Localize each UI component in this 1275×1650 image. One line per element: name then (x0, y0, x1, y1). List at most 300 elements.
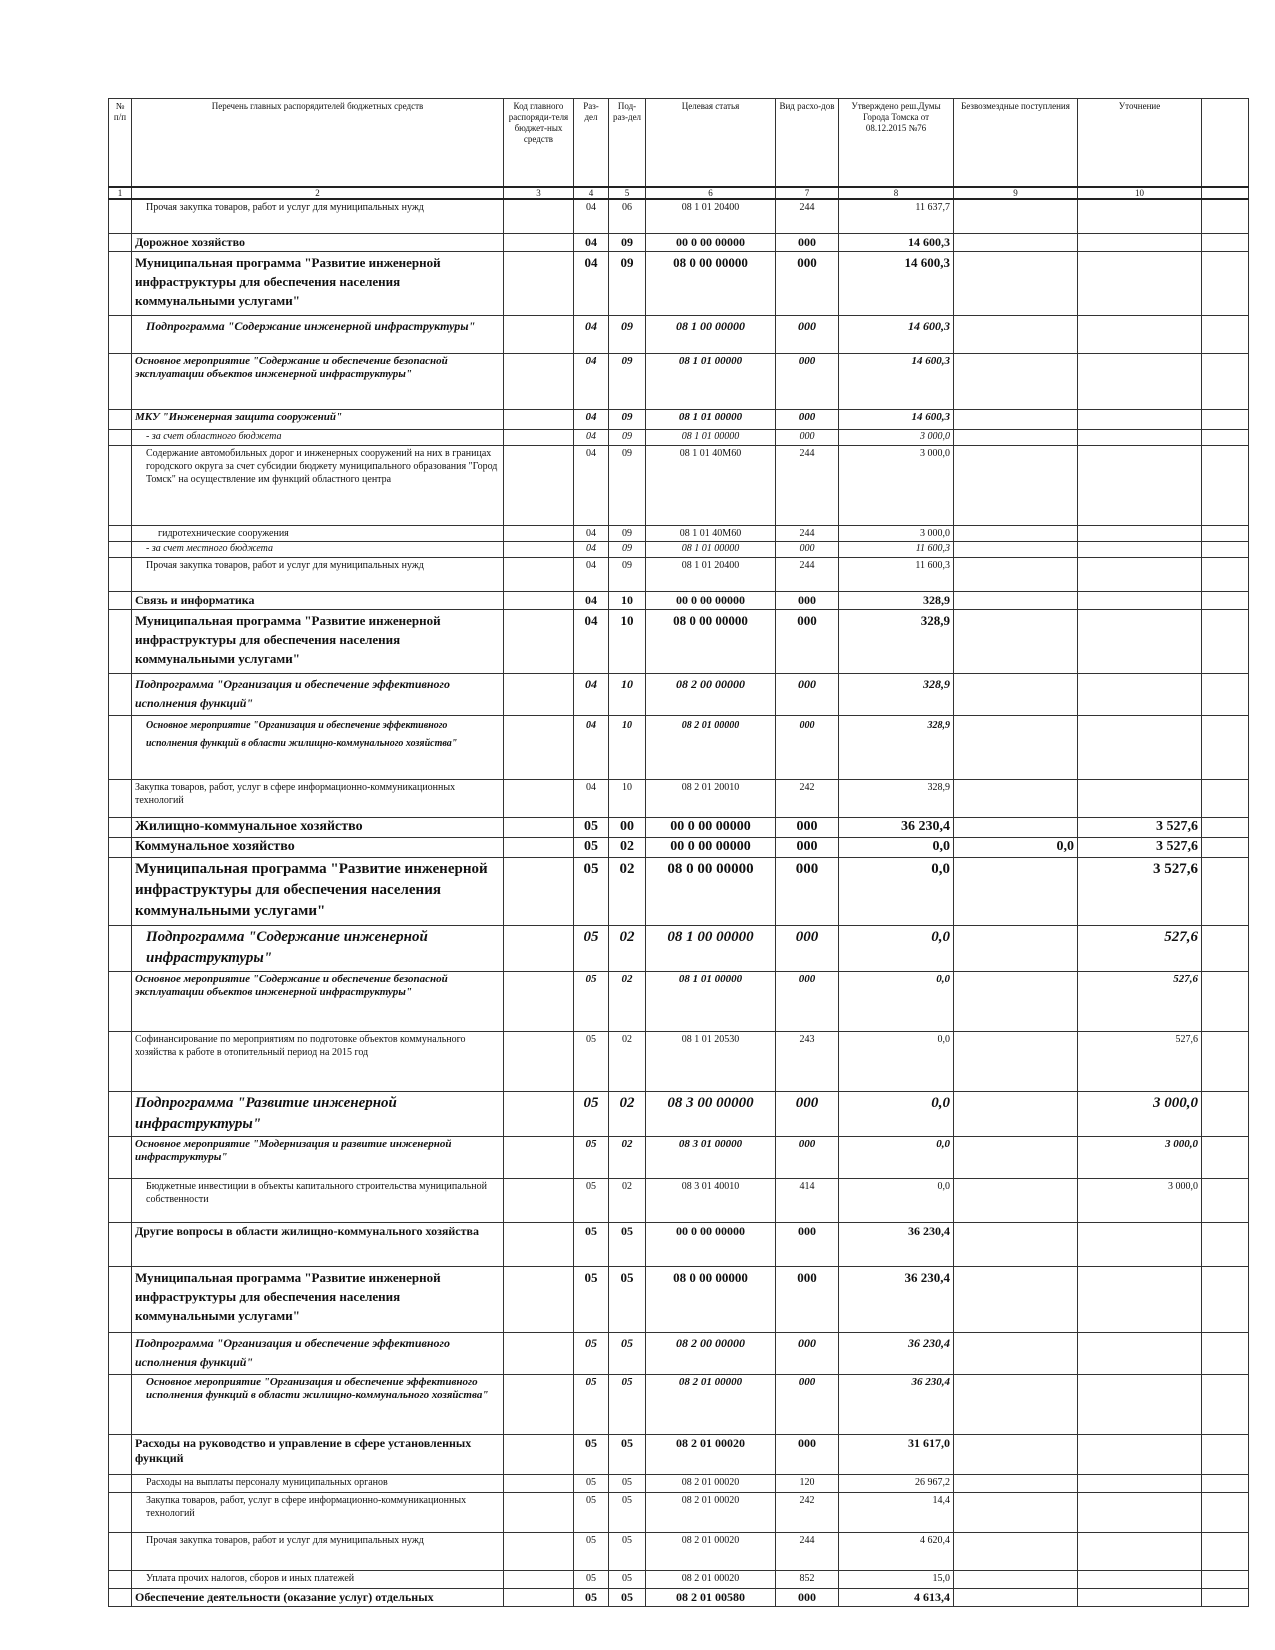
row-approved: 11 600,3 (839, 541, 954, 557)
row-podrazdel: 09 (609, 445, 646, 525)
table-row (109, 817, 1249, 837)
row-refine (1078, 673, 1202, 715)
row-free (954, 1374, 1078, 1434)
row-vid: 000 (776, 715, 839, 779)
row-vid: 000 (776, 1434, 839, 1474)
row-podrazdel: 10 (609, 609, 646, 673)
row-refine (1078, 541, 1202, 557)
row-razdel: 04 (574, 251, 609, 315)
row-free (954, 557, 1078, 591)
row-code (504, 715, 574, 779)
row-name: Основное мероприятие "Модернизация и развитие инженерной инфраструктуры" (132, 1136, 504, 1178)
header-approved: Утверждено реш.Думы Города Томска от 08.12.2015 №76 (839, 99, 954, 188)
row-refine (1078, 429, 1202, 445)
row-refine (1078, 1222, 1202, 1266)
row-extra (1202, 1178, 1249, 1222)
row-num (109, 609, 132, 673)
row-vid: 000 (776, 409, 839, 429)
row-name: Софинансирование по мероприятиям по подготовке объектов коммунального хозяйства к работе в отопительный период на 2015 год (132, 1031, 504, 1091)
row-vid: 000 (776, 315, 839, 353)
row-free (954, 199, 1078, 233)
row-target: 08 1 01 00000 (646, 409, 776, 429)
row-vid: 000 (776, 1588, 839, 1606)
row-podrazdel: 02 (609, 837, 646, 857)
row-free (954, 817, 1078, 837)
row-num (109, 925, 132, 971)
row-razdel: 04 (574, 557, 609, 591)
row-free (954, 429, 1078, 445)
row-code (504, 1434, 574, 1474)
row-target: 08 1 00 00000 (646, 315, 776, 353)
row-name: Другие вопросы в области жилищно-коммунального хозяйства (132, 1222, 504, 1266)
row-refine: 527,6 (1078, 971, 1202, 1031)
row-free (954, 445, 1078, 525)
row-num (109, 557, 132, 591)
row-razdel: 04 (574, 673, 609, 715)
row-target: 08 2 01 00000 (646, 715, 776, 779)
row-name: Муниципальная программа "Развитие инженерной инфраструктуры для обеспечения населения коммунальными услугами" (132, 609, 504, 673)
row-extra (1202, 1570, 1249, 1588)
row-approved: 14 600,3 (839, 315, 954, 353)
row-free (954, 1266, 1078, 1332)
row-code (504, 315, 574, 353)
row-num (109, 1570, 132, 1588)
row-target: 08 2 01 00020 (646, 1492, 776, 1532)
row-vid: 852 (776, 1570, 839, 1588)
header-razdel: Раз-дел (574, 99, 609, 188)
row-vid: 000 (776, 837, 839, 857)
row-razdel: 04 (574, 199, 609, 233)
row-code (504, 1222, 574, 1266)
row-name: Связь и информатика (132, 591, 504, 609)
row-name: Прочая закупка товаров, работ и услуг для муниципальных нужд (132, 1532, 504, 1570)
row-refine: 3 527,6 (1078, 817, 1202, 837)
row-approved: 36 230,4 (839, 1374, 954, 1434)
row-target: 08 2 01 20010 (646, 779, 776, 817)
row-vid: 242 (776, 779, 839, 817)
row-vid: 000 (776, 609, 839, 673)
row-name: Дорожное хозяйство (132, 233, 504, 251)
row-target: 08 2 01 00580 (646, 1588, 776, 1606)
row-extra (1202, 233, 1249, 251)
table-row (109, 445, 1249, 525)
row-vid: 000 (776, 591, 839, 609)
row-refine (1078, 199, 1202, 233)
row-num (109, 409, 132, 429)
row-razdel: 05 (574, 1178, 609, 1222)
table-row (109, 779, 1249, 817)
row-free (954, 1532, 1078, 1570)
row-num (109, 1532, 132, 1570)
header-free: Безвозмездные поступления (954, 99, 1078, 188)
row-extra (1202, 251, 1249, 315)
row-podrazdel: 05 (609, 1492, 646, 1532)
row-name: - за счет областного бюджета (132, 429, 504, 445)
row-target: 08 0 00 00000 (646, 1266, 776, 1332)
row-vid: 000 (776, 429, 839, 445)
row-target: 08 2 01 00020 (646, 1434, 776, 1474)
col-number: 10 (1078, 187, 1202, 199)
row-num (109, 315, 132, 353)
row-code (504, 199, 574, 233)
row-target: 00 0 00 00000 (646, 233, 776, 251)
row-num (109, 971, 132, 1031)
table-row (109, 1222, 1249, 1266)
row-vid: 244 (776, 445, 839, 525)
row-vid: 000 (776, 541, 839, 557)
row-approved: 14 600,3 (839, 409, 954, 429)
row-podrazdel: 10 (609, 673, 646, 715)
row-vid: 000 (776, 1136, 839, 1178)
row-vid: 000 (776, 1374, 839, 1434)
row-num (109, 715, 132, 779)
row-podrazdel: 05 (609, 1588, 646, 1606)
row-approved: 4 620,4 (839, 1532, 954, 1570)
row-razdel: 05 (574, 1222, 609, 1266)
row-razdel: 05 (574, 1266, 609, 1332)
row-num (109, 1136, 132, 1178)
row-name: Основное мероприятие "Содержание и обеспечение безопасной эксплуатации объектов инженерной инфраструктуры" (132, 353, 504, 409)
row-approved: 14,4 (839, 1492, 954, 1532)
row-extra (1202, 1222, 1249, 1266)
row-razdel: 05 (574, 857, 609, 925)
row-num (109, 233, 132, 251)
row-approved: 3 000,0 (839, 445, 954, 525)
row-refine (1078, 1492, 1202, 1532)
row-name: Подпрограмма "Содержание инженерной инфраструктуры" (132, 925, 504, 971)
row-num (109, 1492, 132, 1532)
row-code (504, 1374, 574, 1434)
row-target: 08 2 00 00000 (646, 673, 776, 715)
row-target: 08 0 00 00000 (646, 857, 776, 925)
row-extra (1202, 1266, 1249, 1332)
col-number: 2 (132, 187, 504, 199)
row-refine: 3 000,0 (1078, 1091, 1202, 1136)
row-razdel: 04 (574, 591, 609, 609)
row-name: Жилищно-коммунальное хозяйство (132, 817, 504, 837)
row-code (504, 1136, 574, 1178)
row-target: 08 1 01 40М60 (646, 445, 776, 525)
row-approved: 36 230,4 (839, 1266, 954, 1332)
row-podrazdel: 05 (609, 1474, 646, 1492)
row-free (954, 1474, 1078, 1492)
row-num (109, 1222, 132, 1266)
table-row (109, 1374, 1249, 1434)
col-number: 5 (609, 187, 646, 199)
row-podrazdel: 05 (609, 1332, 646, 1374)
table-row (109, 541, 1249, 557)
row-podrazdel: 05 (609, 1570, 646, 1588)
row-target: 00 0 00 00000 (646, 1222, 776, 1266)
row-target: 08 2 00 00000 (646, 1332, 776, 1374)
row-target: 08 3 00 00000 (646, 1091, 776, 1136)
row-vid: 243 (776, 1031, 839, 1091)
row-code (504, 525, 574, 541)
row-podrazdel: 02 (609, 1178, 646, 1222)
row-extra (1202, 1374, 1249, 1434)
row-num (109, 1266, 132, 1332)
row-podrazdel: 02 (609, 925, 646, 971)
row-code (504, 1266, 574, 1332)
row-vid: 000 (776, 925, 839, 971)
row-code (504, 1332, 574, 1374)
row-code (504, 1474, 574, 1492)
row-num (109, 1091, 132, 1136)
col-number: 9 (954, 187, 1078, 199)
row-approved: 26 967,2 (839, 1474, 954, 1492)
row-podrazdel: 05 (609, 1266, 646, 1332)
header-name: Перечень главных распорядителей бюджетных средств (132, 99, 504, 188)
table-row (109, 673, 1249, 715)
row-refine: 3 527,6 (1078, 837, 1202, 857)
row-name: Расходы на выплаты персоналу муниципальных органов (132, 1474, 504, 1492)
row-refine: 3 000,0 (1078, 1136, 1202, 1178)
row-extra (1202, 541, 1249, 557)
row-extra (1202, 353, 1249, 409)
row-razdel: 04 (574, 779, 609, 817)
row-name: Муниципальная программа "Развитие инженерной инфраструктуры для обеспечения населения коммунальными услугами" (132, 857, 504, 925)
row-extra (1202, 1588, 1249, 1606)
row-num (109, 1178, 132, 1222)
table-row (109, 925, 1249, 971)
row-free (954, 251, 1078, 315)
table-row (109, 1178, 1249, 1222)
col-number: 4 (574, 187, 609, 199)
row-approved: 0,0 (839, 1031, 954, 1091)
row-free (954, 925, 1078, 971)
row-free (954, 971, 1078, 1031)
row-num (109, 1031, 132, 1091)
row-refine: 3 527,6 (1078, 857, 1202, 925)
row-razdel: 05 (574, 925, 609, 971)
row-podrazdel: 00 (609, 817, 646, 837)
row-approved: 36 230,4 (839, 1332, 954, 1374)
table-row (109, 1266, 1249, 1332)
row-approved: 328,9 (839, 779, 954, 817)
row-extra (1202, 525, 1249, 541)
row-razdel: 04 (574, 429, 609, 445)
row-name: Прочая закупка товаров, работ и услуг для муниципальных нужд (132, 199, 504, 233)
row-refine (1078, 1532, 1202, 1570)
table-row (109, 557, 1249, 591)
row-approved: 36 230,4 (839, 817, 954, 837)
row-target: 08 1 01 00000 (646, 353, 776, 409)
row-approved: 15,0 (839, 1570, 954, 1588)
row-name: Основное мероприятие "Организация и обеспечение эффективного исполнения функций в области жилищно-коммунального хозяйства" (132, 1374, 504, 1434)
table-row (109, 837, 1249, 857)
row-refine (1078, 609, 1202, 673)
row-vid: 244 (776, 525, 839, 541)
row-code (504, 353, 574, 409)
row-approved: 4 613,4 (839, 1588, 954, 1606)
row-approved: 36 230,4 (839, 1222, 954, 1266)
row-extra (1202, 1031, 1249, 1091)
row-approved: 31 617,0 (839, 1434, 954, 1474)
row-razdel: 05 (574, 1474, 609, 1492)
row-num (109, 353, 132, 409)
row-refine (1078, 1474, 1202, 1492)
row-vid: 242 (776, 1492, 839, 1532)
row-target: 00 0 00 00000 (646, 817, 776, 837)
header-target: Целевая статья (646, 99, 776, 188)
row-free (954, 609, 1078, 673)
row-vid: 120 (776, 1474, 839, 1492)
row-podrazdel: 09 (609, 315, 646, 353)
row-num (109, 1588, 132, 1606)
row-name: Содержание автомобильных дорог и инженерных сооружений на них в границах городского округа за счет субсидии бюджету муниципального образования "Город Томск" на осуществление им функций областного центра (132, 445, 504, 525)
row-code (504, 817, 574, 837)
row-target: 08 1 00 00000 (646, 925, 776, 971)
row-refine (1078, 445, 1202, 525)
row-razdel: 04 (574, 315, 609, 353)
table-row (109, 609, 1249, 673)
row-free (954, 409, 1078, 429)
row-num (109, 251, 132, 315)
row-code (504, 1091, 574, 1136)
row-razdel: 04 (574, 353, 609, 409)
row-num (109, 445, 132, 525)
table-row (109, 1570, 1249, 1588)
row-vid: 244 (776, 1532, 839, 1570)
row-code (504, 541, 574, 557)
row-approved: 0,0 (839, 837, 954, 857)
row-extra (1202, 857, 1249, 925)
row-num (109, 1332, 132, 1374)
row-approved: 328,9 (839, 591, 954, 609)
row-name: Бюджетные инвестиции в объекты капитального строительства муниципальной собственности (132, 1178, 504, 1222)
row-vid: 000 (776, 353, 839, 409)
row-podrazdel: 02 (609, 1136, 646, 1178)
row-refine (1078, 1434, 1202, 1474)
col-number: 3 (504, 187, 574, 199)
row-name: Закупка товаров, работ, услуг в сфере информационно-коммуникационных технологий (132, 779, 504, 817)
table-row (109, 353, 1249, 409)
table-row (109, 1332, 1249, 1374)
row-target: 08 2 01 00020 (646, 1474, 776, 1492)
row-refine (1078, 1332, 1202, 1374)
row-target: 08 0 00 00000 (646, 251, 776, 315)
row-num (109, 429, 132, 445)
row-extra (1202, 715, 1249, 779)
row-approved: 0,0 (839, 971, 954, 1031)
row-name: Муниципальная программа "Развитие инженерной инфраструктуры для обеспечения населения коммунальными услугами" (132, 251, 504, 315)
row-free (954, 1434, 1078, 1474)
table-row (109, 409, 1249, 429)
row-free (954, 1492, 1078, 1532)
row-code (504, 857, 574, 925)
row-refine (1078, 715, 1202, 779)
row-refine: 527,6 (1078, 925, 1202, 971)
row-free (954, 1031, 1078, 1091)
table-row (109, 315, 1249, 353)
row-target: 08 1 01 20400 (646, 557, 776, 591)
row-vid: 000 (776, 1222, 839, 1266)
row-approved: 14 600,3 (839, 233, 954, 251)
row-free (954, 353, 1078, 409)
row-refine (1078, 525, 1202, 541)
row-razdel: 05 (574, 1031, 609, 1091)
row-target: 08 1 01 20400 (646, 199, 776, 233)
row-code (504, 557, 574, 591)
row-num (109, 525, 132, 541)
row-code (504, 837, 574, 857)
table-row (109, 1136, 1249, 1178)
row-refine (1078, 233, 1202, 251)
row-extra (1202, 1474, 1249, 1492)
row-podrazdel: 10 (609, 715, 646, 779)
header-vid: Вид расхо-дов (776, 99, 839, 188)
table-row (109, 1532, 1249, 1570)
row-extra (1202, 199, 1249, 233)
row-vid: 000 (776, 971, 839, 1031)
column-number-row (109, 187, 1249, 199)
row-podrazdel: 05 (609, 1222, 646, 1266)
row-extra (1202, 971, 1249, 1031)
row-refine: 527,6 (1078, 1031, 1202, 1091)
row-refine (1078, 557, 1202, 591)
row-name: гидротехнические сооружения (132, 525, 504, 541)
header-refine: Уточнение (1078, 99, 1202, 188)
row-extra (1202, 445, 1249, 525)
row-num (109, 817, 132, 837)
row-refine (1078, 315, 1202, 353)
table-row (109, 429, 1249, 445)
row-approved: 11 600,3 (839, 557, 954, 591)
row-extra (1202, 1136, 1249, 1178)
row-podrazdel: 09 (609, 233, 646, 251)
row-num (109, 541, 132, 557)
row-podrazdel: 05 (609, 1434, 646, 1474)
row-podrazdel: 09 (609, 525, 646, 541)
row-code (504, 925, 574, 971)
row-razdel: 04 (574, 715, 609, 779)
row-extra (1202, 1492, 1249, 1532)
row-razdel: 05 (574, 1532, 609, 1570)
row-extra (1202, 1332, 1249, 1374)
row-podrazdel: 06 (609, 199, 646, 233)
row-name: - за счет местного бюджета (132, 541, 504, 557)
row-vid: 000 (776, 1266, 839, 1332)
row-extra (1202, 557, 1249, 591)
row-podrazdel: 09 (609, 353, 646, 409)
row-vid: 244 (776, 199, 839, 233)
header-extra (1202, 99, 1249, 188)
row-code (504, 233, 574, 251)
budget-table (108, 98, 1249, 1607)
row-razdel: 05 (574, 1570, 609, 1588)
row-vid: 000 (776, 251, 839, 315)
row-num (109, 673, 132, 715)
row-podrazdel: 02 (609, 1031, 646, 1091)
row-refine (1078, 591, 1202, 609)
row-approved: 3 000,0 (839, 429, 954, 445)
row-razdel: 05 (574, 1588, 609, 1606)
row-target: 08 3 01 00000 (646, 1136, 776, 1178)
row-name: Расходы на руководство и управление в сфере установленных функций (132, 1434, 504, 1474)
col-number: 8 (839, 187, 954, 199)
row-vid: 000 (776, 857, 839, 925)
row-razdel: 05 (574, 1374, 609, 1434)
row-name: Подпрограмма "Содержание инженерной инфраструктуры" (132, 315, 504, 353)
table-row (109, 525, 1249, 541)
row-approved: 0,0 (839, 1136, 954, 1178)
row-approved: 14 600,3 (839, 353, 954, 409)
row-approved: 14 600,3 (839, 251, 954, 315)
row-extra (1202, 1434, 1249, 1474)
row-target: 00 0 00 00000 (646, 591, 776, 609)
row-free (954, 715, 1078, 779)
row-num (109, 779, 132, 817)
